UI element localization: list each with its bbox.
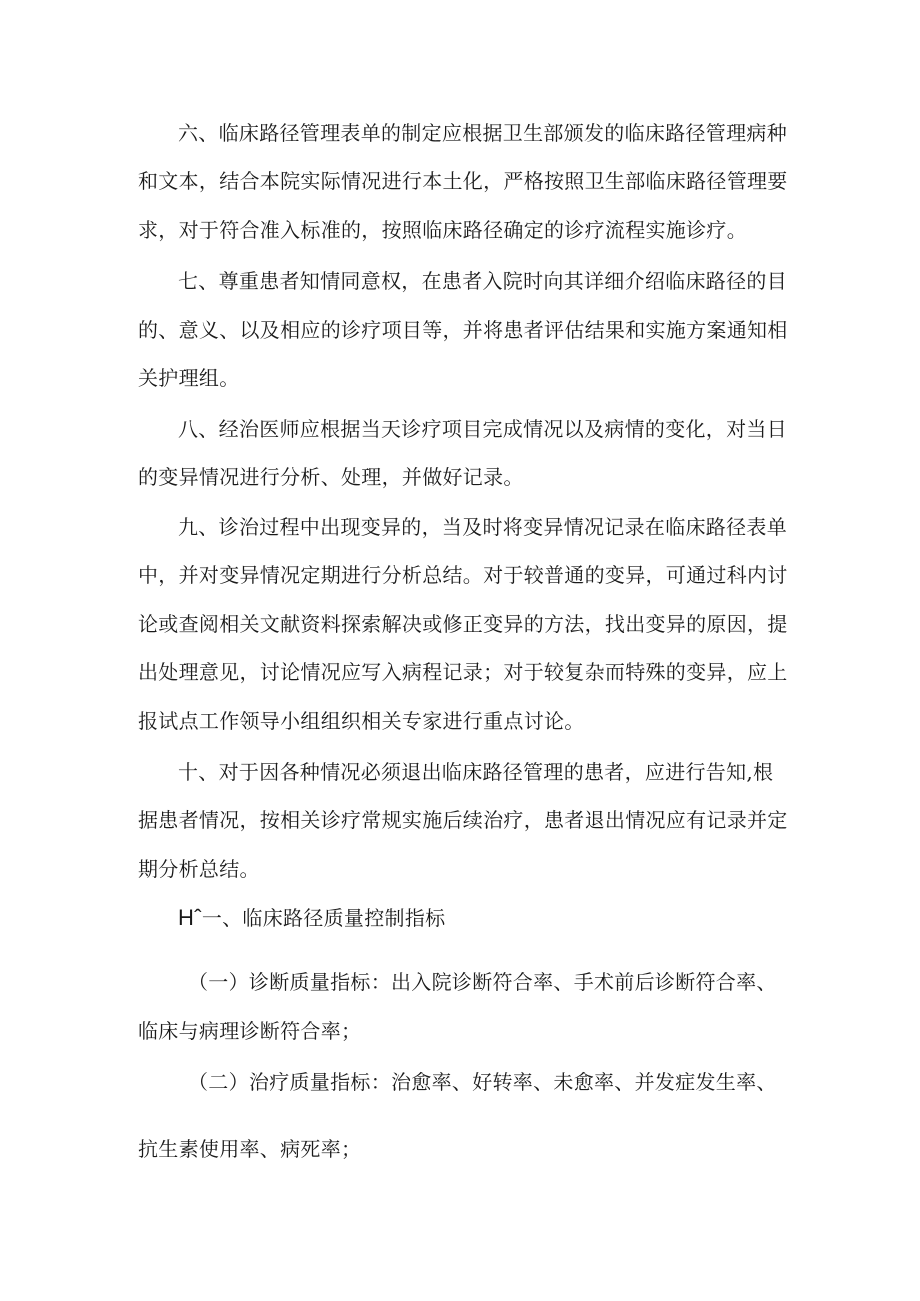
paragraph-9-line-2: 中，并对变异情况定期进行分析总结。对于较普通的变异，可通过科内讨: [138, 563, 788, 587]
section-11-mark: Hˆ: [178, 905, 202, 930]
paragraph-7-line-2: 的、意义、以及相应的诊疗项目等，并将患者评估结果和实施方案通知相: [138, 318, 788, 342]
item-1-line-1: （一）诊断质量指标：出入院诊断符合率、手术前后诊断符合率、: [188, 970, 777, 994]
paragraph-10-line-3: 期分析总结。: [138, 857, 260, 881]
paragraph-8-line-1: 八、经治医师应根据当天诊疗项目完成情况以及病情的变化，对当日: [178, 417, 787, 441]
paragraph-7-line-1: 七、尊重患者知情同意权，在患者入院时向其详细介绍临床路径的目: [178, 269, 787, 293]
section-11-heading: [178, 906, 445, 930]
paragraph-10-line-2: 据患者情况，按相关诊疗常规实施后续治疗，患者退出情况应有记录并定: [138, 808, 788, 832]
paragraph-9-line-3: 论或查阅相关文献资料探索解决或修正变异的方法，找出变异的原因，提: [138, 612, 788, 636]
paragraph-9-line-4: 出处理意见，讨论情况应写入病程记录；对于较复杂而特殊的变异，应上: [138, 660, 788, 684]
paragraph-6-line-3: 求，对于符合准入标准的，按照临床路径确定的诊疗流程实施诊疗。: [138, 218, 747, 242]
item-1-line-2: 临床与病理诊断符合率；: [138, 1019, 362, 1043]
section-11-title: 一、临床路径质量控制指标: [201, 906, 446, 930]
paragraph-6-line-2: 和文本，结合本院实际情况进行本土化，严格按照卫生部临床路径管理要: [138, 169, 788, 193]
paragraph-9-line-1: 九、诊治过程中出现变异的，当及时将变异情况记录在临床路径表单: [178, 515, 787, 539]
item-2-line-2: 抗生素使用率、病死率；: [138, 1137, 362, 1161]
paragraph-8-line-2: 的变异情况进行分析、处理，并做好记录。: [138, 465, 524, 489]
item-2-line-1: （二）治疗质量指标：治愈率、好转率、未愈率、并发症发生率、: [188, 1070, 777, 1094]
paragraph-10-line-1: 十、对于因各种情况必须退出临床路径管理的患者，应进行告知,根: [178, 760, 774, 784]
paragraph-9-line-5: 报试点工作领导小组组织相关专家进行重点讨论。: [138, 709, 585, 733]
paragraph-6-line-1: 六、临床路径管理表单的制定应根据卫生部颁发的临床路径管理病种: [178, 121, 787, 145]
paragraph-7-line-3: 关护理组。: [138, 366, 240, 390]
